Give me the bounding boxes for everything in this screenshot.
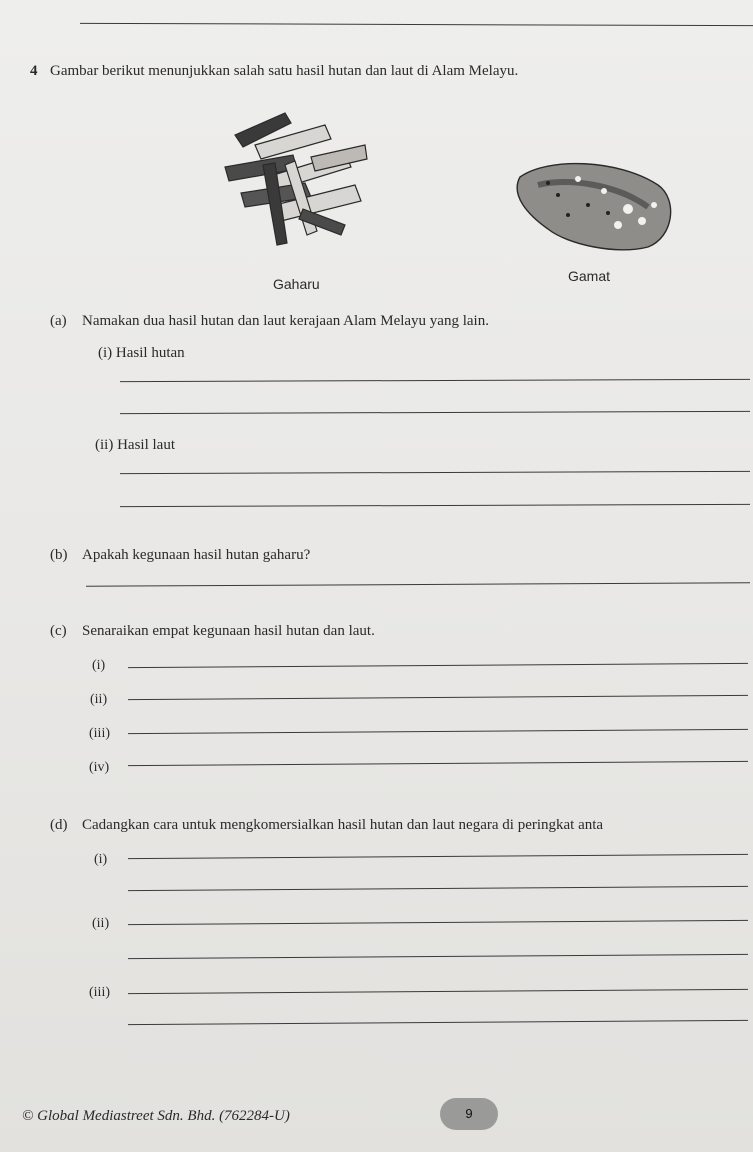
answer-line[interactable] [128,695,748,700]
question-number: 4 [30,63,38,79]
part-c-item-2: (ii) [90,692,108,707]
copyright-footer: © Global Mediastreet Sdn. Bhd. (762284-U) [22,1108,290,1124]
answer-line[interactable] [128,920,748,925]
part-c-item-4: (iv) [89,760,110,775]
answer-line[interactable] [128,886,748,891]
part-c-label: (c) [50,623,67,639]
gamat-image [508,155,678,255]
answer-line[interactable] [86,582,750,586]
gamat-caption: Gamat [568,268,611,284]
answer-line[interactable] [128,761,748,766]
answer-line[interactable] [128,854,748,859]
part-b-text: Apakah kegunaan hasil hutan gaharu? [82,547,311,563]
part-c-item-1: (i) [92,658,106,673]
part-a-text: Namakan dua hasil hutan dan laut kerajaan Alam Melayu yang lain. [82,313,489,329]
answer-line[interactable] [128,989,748,994]
answer-line[interactable] [128,954,748,959]
answer-line[interactable] [120,379,750,382]
part-d-item-2: (ii) [92,916,110,931]
part-c-text: Senaraikan empat kegunaan hasil hutan dan laut. [82,623,375,639]
part-d-label: (d) [50,817,68,833]
answer-line[interactable] [120,411,750,414]
page-number: 9 [465,1106,473,1121]
part-b-label: (b) [50,547,68,563]
answer-line[interactable] [120,504,750,507]
part-a-sub1: (i) Hasil hutan [98,345,185,361]
gaharu-caption: Gaharu [273,276,320,292]
part-a-sub2: (ii) Hasil laut [95,437,175,453]
answer-line[interactable] [128,1020,748,1025]
answer-line [80,23,753,26]
answer-line[interactable] [120,471,750,474]
part-d-item-1: (i) [94,852,108,867]
page-number-badge [440,1098,498,1130]
part-d-item-3: (iii) [89,985,110,1000]
gaharu-image [215,105,375,255]
part-a-label: (a) [50,313,67,329]
part-d-text: Cadangkan cara untuk mengkomersialkan hasil hutan dan laut negara di peringkat anta [82,817,604,833]
question-prompt: Gambar berikut menunjukkan salah satu hasil hutan dan laut di Alam Melayu. [50,63,519,79]
answer-line[interactable] [128,663,748,668]
answer-line[interactable] [128,729,748,734]
part-c-item-3: (iii) [89,726,110,741]
